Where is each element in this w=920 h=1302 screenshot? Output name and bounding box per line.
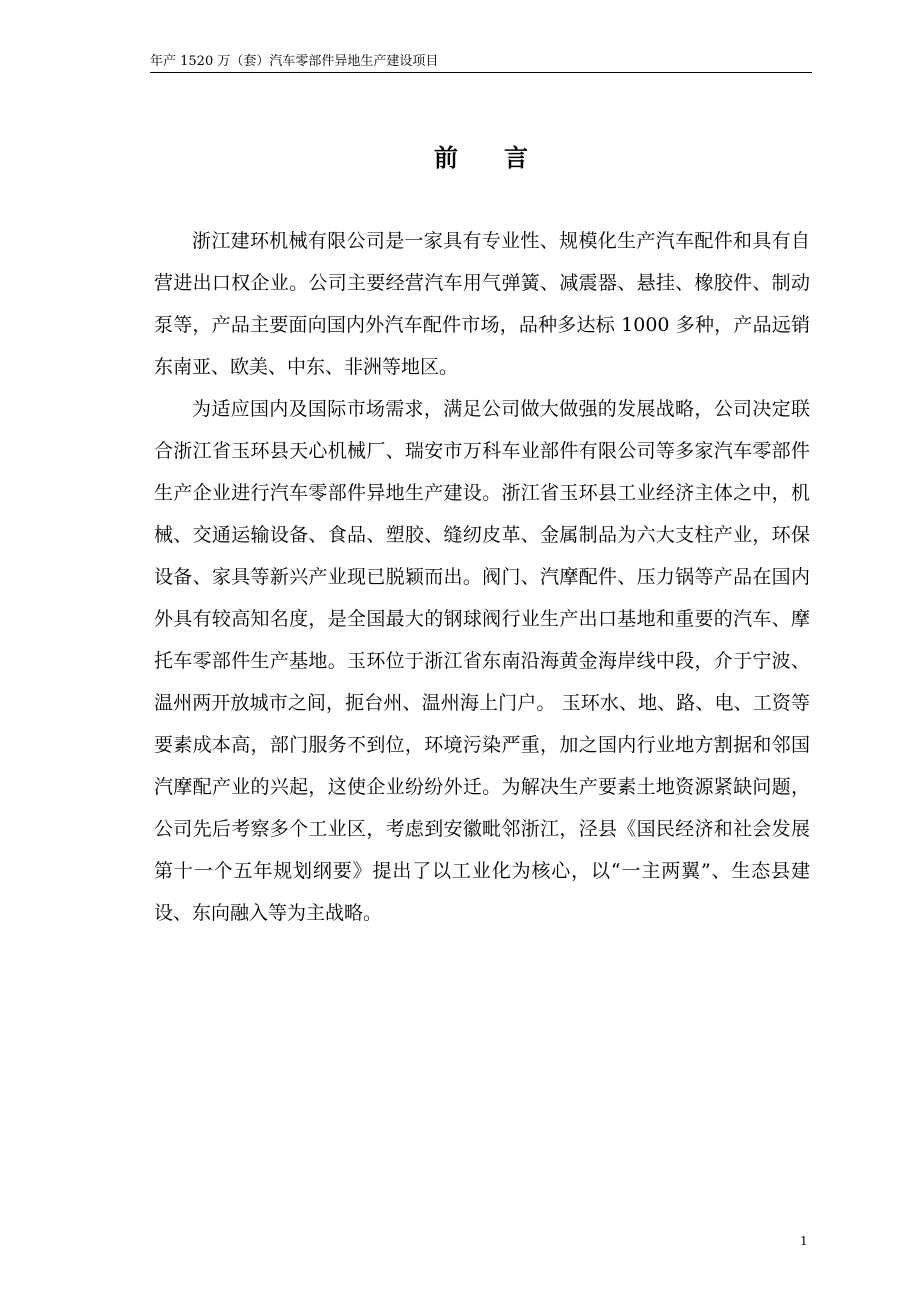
page-title: 前言: [434, 144, 574, 172]
paragraph-1: 浙江建环机械有限公司是一家具有专业性、规模化生产汽车配件和具有自营进出口权企业。公司主要经营汽车用气弹簧、减震器、悬挂、橡胶件、制动泵等，产品主要面向国内外汽车配件市场，品种多达标 1000 多种，产品远销东南亚、欧美、中东、非洲等地区。: [154, 230, 810, 378]
page-number: 1: [800, 1234, 808, 1248]
document-body: [154, 220, 810, 934]
header-title: 年产 1520 万（套）汽车零部件异地生产建设项目: [150, 54, 439, 69]
paragraph-2: 为适应国内及国际市场需求，满足公司做大做强的发展战略，公司决定联合浙江省玉环县天心机械厂、瑞安市万科车业部件有限公司等多家汽车零部件生产企业进行汽车零部件异地生产建设。浙江省玉环县工业经济主体之中，机械、交通运输设备、食品、塑胶、缝纫皮革、金属制品为六大支柱产业，环保设备、家具等新兴产业现已脱颖而出。阀门、汽摩配件、压力锅等产品在国内外具有较高知名度，是全国最大的钢球阀行业生产出口基地和重要的汽车、摩托车零部件生产基地。玉环位于浙江省东南沿海黄金海岸线中段，介于宁波、温州两开放城市之间，扼台州、温州海上门户。 玉环水、地、路、电、工资等要素成本高，部门服务不到位，环境污染严重，加之国内行业地方割据和邻国汽摩配产业的兴起，这使企业纷纷外迁。为解决生产要素土地资源紧缺问题，公司先后考察多个工业区，考虑到安徽毗邻浙江，泾县《国民经济和社会发展第十一个五年规划纲要》提出了以工业化为核心，以“一主两翼”、生态县建设、东向融入等为主战略。: [154, 398, 810, 924]
page-header: [150, 50, 812, 73]
